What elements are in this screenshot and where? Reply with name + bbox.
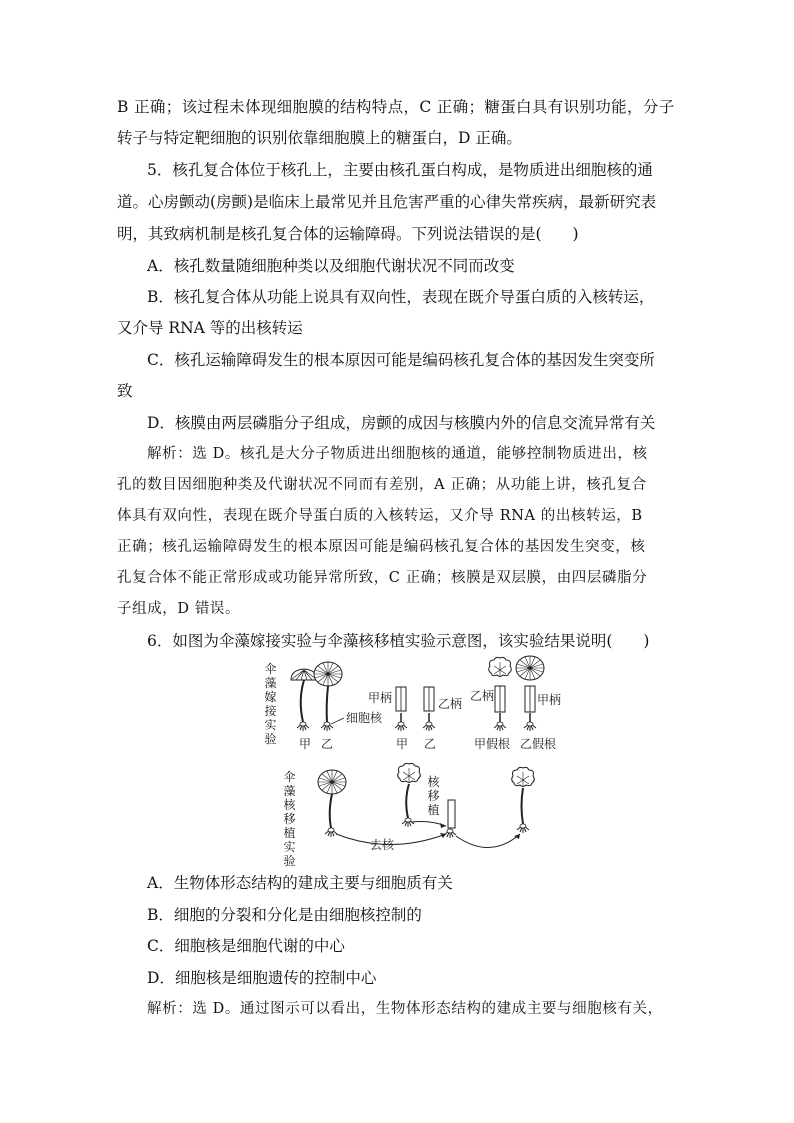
label-jia-stalk: 甲柄 <box>368 691 393 705</box>
label-enucleate: 去核 <box>370 838 395 852</box>
nucleus-leader <box>331 718 344 724</box>
label-jia-2: 甲 <box>396 737 409 751</box>
option-5b-line-1: B．核孔复合体从功能上说具有双向性，表现在既介导蛋白质的入核转运， <box>147 288 655 306</box>
label-yi: 乙 <box>321 737 334 751</box>
analysis-5-line-1: 解析：选 D。核孔是大分子物质进出细胞核的通道，能够控制物质进出，核 <box>147 446 648 462</box>
graft-experiment-title: 伞藻嫁接实验 <box>264 662 277 746</box>
label-yi-stalk: 乙柄 <box>438 697 463 711</box>
cut-stalk-jia <box>395 687 407 731</box>
transplant-plant-umbrella <box>318 770 346 837</box>
option-6b: B．细胞的分裂和分化是由细胞核控制的 <box>147 906 422 924</box>
question-5-stem-line-2: 道。心房颤动(房颤)是临床上最常见并且危害严重的心律失常疾病，最新研究表 <box>117 193 657 211</box>
analysis-line-2: 转子与特定靶细胞的识别依靠细胞膜上的糖蛋白，D 正确。 <box>117 129 522 147</box>
analysis-5-line-4: 正确；核孔运输障碍发生的根本原因可能是编码核孔复合体的基因发生突变，核 <box>117 539 646 555</box>
option-6a: A．生物体形态结构的建成主要与细胞质有关 <box>147 874 453 892</box>
question-5-stem-line-3: 明，其致病机制是核孔复合体的运输障碍。下列说法错误的是( ) <box>117 225 579 243</box>
analysis-5-line-5: 孔复合体不能正常形成或功能异常所致，C 正确；核膜是双层膜，由四层磷脂分 <box>117 570 648 586</box>
question-6-stem: 6．如图为伞藻嫁接实验与伞藻核移植实验示意图，该实验结果说明( ) <box>147 632 650 650</box>
label-yi-rhizoid: 乙假根 <box>520 737 557 751</box>
nuclear-transfer-label: 核移植 <box>427 775 440 817</box>
transfer-arrow <box>412 822 446 827</box>
analysis-5-line-2: 孔的数目因细胞种类及代谢状况不同而有差别，A 正确；从功能上讲，核孔复合 <box>117 477 647 493</box>
transplant-result-plant <box>512 767 535 833</box>
option-5c-line-2: 致 <box>117 382 133 400</box>
graft-plant-jia <box>291 669 317 731</box>
label-jia: 甲 <box>299 737 312 751</box>
graft-result-yi-rhizoid <box>516 656 544 731</box>
label-yi-2: 乙 <box>424 737 437 751</box>
analysis-6-line-1: 解析：选 D。通过图示可以看出，生物体形态结构的建成主要与细胞核有关， <box>147 1001 663 1017</box>
label-nucleus: 细胞核 <box>346 711 383 725</box>
label-jia-rhizoid: 甲假根 <box>474 737 511 751</box>
option-6c: C．细胞核是细胞代谢的中心 <box>147 937 345 955</box>
analysis-5-line-6: 子组成，D 错误。 <box>117 601 241 617</box>
graft-result-jia-rhizoid <box>489 657 512 731</box>
transplant-recipient-stalk <box>444 800 456 838</box>
option-5a: A．核孔数量随细胞种类以及细胞代谢状况不同而改变 <box>147 257 515 275</box>
option-5b-line-2: 又介导 RNA 等的出核转运 <box>117 319 303 337</box>
cut-stalk-yi <box>423 687 435 731</box>
analysis-5-line-3: 体具有双向性，表现在既介导蛋白质的入核转运，又介导 RNA 的出核转运，B <box>117 508 643 524</box>
label-yi-stalk-2: 乙柄 <box>470 689 495 703</box>
option-5c-line-1: C．核孔运输障碍发生的根本原因可能是编码核孔复合体的基因发生突变所 <box>147 351 655 369</box>
growth-arrow <box>456 834 520 848</box>
analysis-line-1: B 正确；该过程未体现细胞膜的结构特点，C 正确；糖蛋白具有识别功能，分子 <box>117 98 675 116</box>
transplant-experiment-title: 伞藻核移植实验 <box>283 770 296 868</box>
label-jia-stalk-2: 甲柄 <box>537 693 562 707</box>
transplant-donor-plant <box>398 763 421 827</box>
option-6d: D．细胞核是细胞遗传的控制中心 <box>147 969 377 987</box>
option-5d: D．核膜由两层磷脂分子组成，房颤的成因与核膜内外的信息交流异常有关 <box>147 414 656 432</box>
question-5-stem-line-1: 5．核孔复合体位于核孔上，主要由核孔蛋白构成，是物质进出细胞核的通 <box>147 161 653 179</box>
graft-plant-yi <box>314 662 342 731</box>
enucleate-arrow <box>336 834 446 845</box>
